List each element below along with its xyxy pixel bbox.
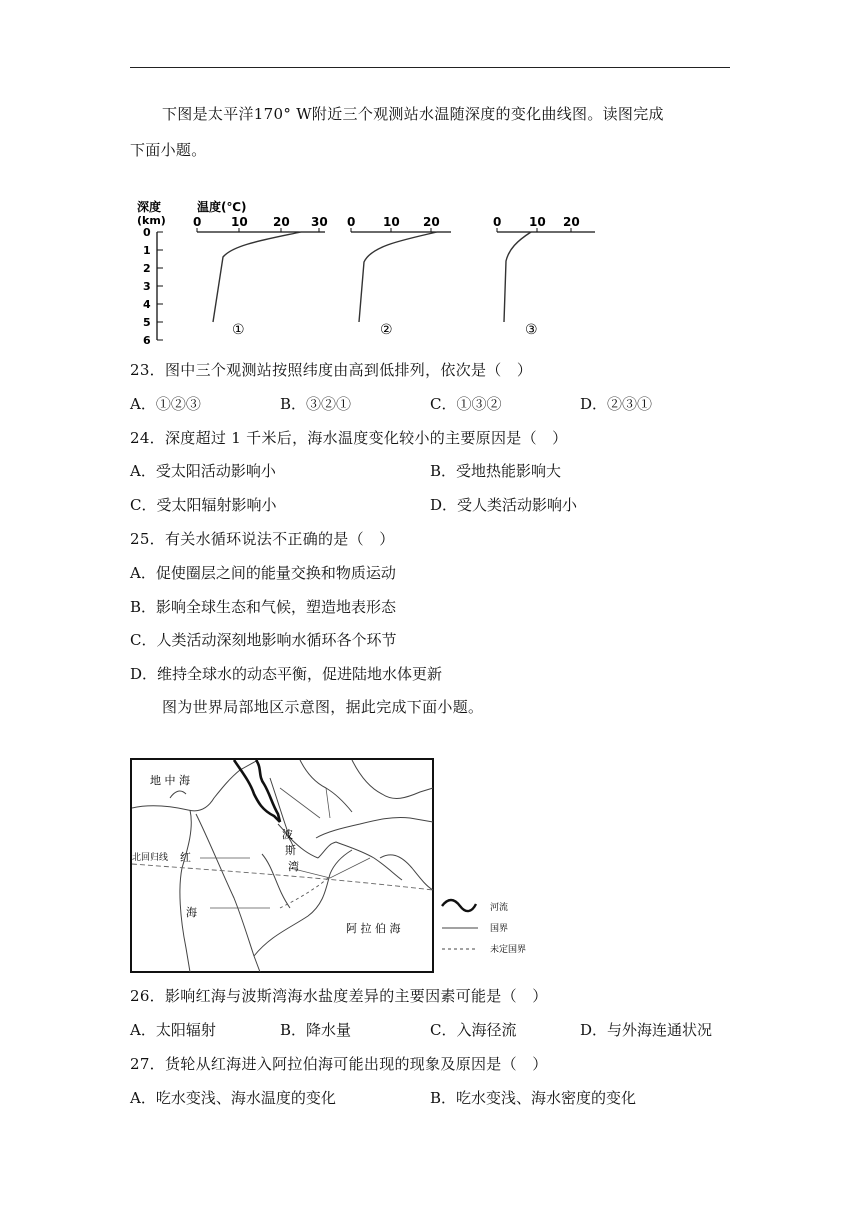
answer-option: D．维持全球水的动态平衡，促进陆地水体更新	[130, 665, 443, 683]
depth-tick-label: 0	[143, 226, 151, 239]
temp-tick-label: 10	[231, 215, 248, 229]
panel-label: ②	[380, 322, 393, 338]
panel-1	[193, 215, 328, 338]
temperature-curve	[213, 232, 301, 322]
depth-tick-label: 4	[143, 298, 151, 311]
header-rule	[130, 67, 730, 68]
answer-option: A．吃水变浅、海水温度的变化	[130, 1089, 336, 1107]
legend-river-symbol	[442, 900, 476, 911]
legend-border-label: 国界	[490, 924, 509, 934]
depth-axis-ticks	[157, 232, 163, 340]
persian-gulf-label-2: 斯	[285, 844, 296, 857]
regional-map	[130, 758, 570, 976]
temperature-depth-figure	[135, 195, 605, 350]
mediterranean-label: 地 中 海	[150, 774, 190, 787]
temp-tick-label: 0	[493, 215, 502, 229]
intro-text-line1: 下图是太平洋170° W附近三个观测站水温随深度的变化曲线图。读图完成	[162, 105, 664, 123]
temp-tick-label: 10	[529, 215, 546, 229]
temperature-curve	[504, 232, 531, 322]
panel-2	[347, 215, 451, 338]
map-frame	[131, 759, 433, 972]
temperature-curve	[359, 232, 437, 322]
temp-tick-label: 0	[347, 215, 356, 229]
depth-tick-label: 2	[143, 262, 151, 275]
answer-option: D．受人类活动影响小	[430, 496, 578, 514]
intro-text-line2: 下面小题。	[130, 141, 207, 159]
legend-river-label: 河流	[490, 903, 509, 913]
answer-option: D．与外海连通状况	[580, 1021, 713, 1039]
answer-option: C．受太阳辐射影响小	[130, 496, 277, 514]
answer-option: A．受太阳活动影响小	[130, 462, 276, 480]
panel-label: ③	[525, 322, 538, 338]
temp-tick-label: 0	[193, 215, 202, 229]
intro-text-map: 图为世界局部地区示意图，据此完成下面小题。	[162, 698, 484, 716]
question-stem: 23．图中三个观测站按照纬度由高到低排列，依次是（ ）	[130, 361, 533, 379]
temp-tick-label: 20	[423, 215, 440, 229]
depth-axis-unit: (km)	[137, 214, 166, 227]
depth-tick-label: 1	[143, 244, 151, 257]
answer-option: A．太阳辐射	[130, 1021, 216, 1039]
answer-option: D．②③①	[580, 395, 653, 413]
temp-tick-label: 30	[311, 215, 328, 229]
depth-tick-label: 5	[143, 316, 151, 329]
legend-undetermined-label: 未定国界	[490, 945, 527, 955]
answer-option: A．促使圈层之间的能量交换和物质运动	[130, 564, 396, 582]
question-stem: 26．影响红海与波斯湾海水盐度差异的主要因素可能是（ ）	[130, 987, 548, 1005]
temp-tick-label: 20	[563, 215, 580, 229]
red-sea-label-2: 海	[186, 906, 197, 919]
temperature-axis-label: 温度(℃)	[197, 200, 247, 214]
question-stem: 25．有关水循环说法不正确的是（ ）	[130, 530, 395, 548]
temp-tick-label: 20	[273, 215, 290, 229]
persian-gulf-label-3: 湾	[288, 860, 299, 873]
answer-option: B．③②①	[280, 395, 352, 413]
panel-3	[493, 215, 595, 338]
depth-tick-label: 3	[143, 280, 151, 293]
depth-tick-label: 6	[143, 334, 151, 347]
map-legend	[442, 900, 526, 955]
answer-option: A．①②③	[130, 395, 201, 413]
answer-option: C．人类活动深刻地影响水循环各个环节	[130, 631, 397, 649]
question-stem: 24．深度超过 1 千米后，海水温度变化较小的主要原因是（ ）	[130, 429, 568, 447]
answer-option: B．影响全球生态和气候，塑造地表形态	[130, 598, 397, 616]
answer-option: B．吃水变浅、海水密度的变化	[430, 1089, 637, 1107]
answer-option: C．入海径流	[430, 1021, 517, 1039]
answer-option: B．降水量	[280, 1021, 352, 1039]
red-sea-label-1: 红	[180, 851, 191, 864]
panel-label: ①	[232, 322, 245, 338]
answer-option: C．①③②	[430, 395, 502, 413]
arabian-sea-label: 阿 拉 伯 海	[346, 922, 401, 935]
answer-option: B．受地热能影响大	[430, 462, 562, 480]
depth-axis-label: 深度	[137, 200, 162, 214]
temp-tick-label: 10	[383, 215, 400, 229]
tropic-of-cancer-label: 北回归线	[132, 853, 169, 863]
persian-gulf-label-1: 波	[282, 828, 293, 841]
question-stem: 27．货轮从红海进入阿拉伯海可能出现的现象及原因是（ ）	[130, 1055, 548, 1073]
